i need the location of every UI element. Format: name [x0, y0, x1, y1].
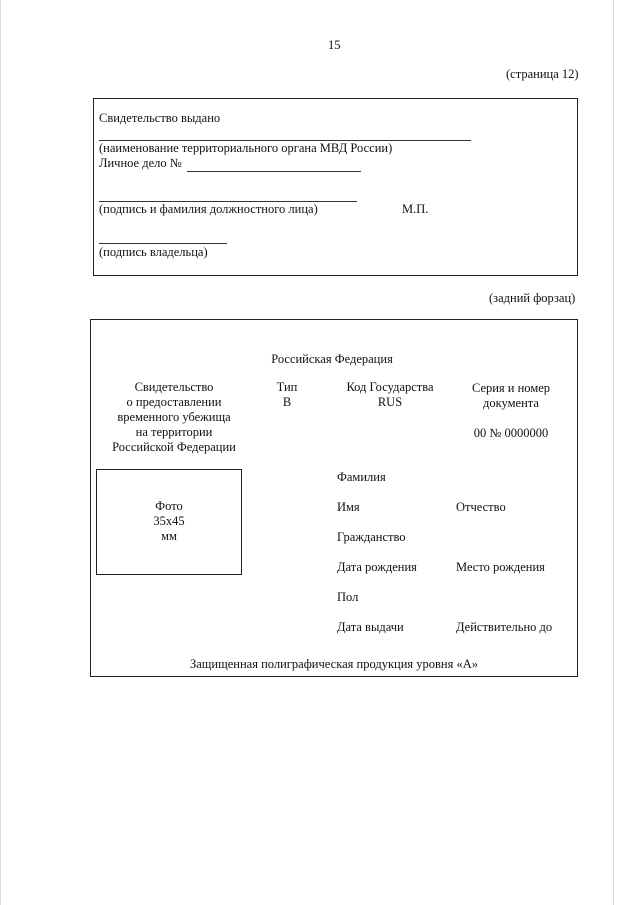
field-birth-date: Дата рождения	[337, 560, 417, 574]
page-label: (страница 12)	[506, 67, 579, 81]
type-value: В	[282, 395, 292, 409]
official-signature-caption: (подпись и фамилия должностного лица)	[99, 202, 318, 216]
title-line: о предоставлении	[126, 395, 222, 409]
issued-label: Свидетельство выдано	[99, 111, 221, 125]
authority-caption: (наименование территориального органа МВД России)	[99, 141, 393, 155]
state-code-value: RUS	[377, 395, 403, 409]
field-birth-place: Место рождения	[456, 560, 545, 574]
series-value: 00 № 0000000	[473, 426, 549, 440]
title-line: временного убежища	[117, 410, 231, 424]
type-label: Тип	[276, 380, 298, 394]
field-name: Имя	[337, 500, 360, 514]
owner-signature-caption: (подпись владельца)	[99, 245, 208, 259]
title-line: Российской Федерации	[112, 440, 236, 454]
photo-size: 35х45	[153, 514, 185, 528]
owner-signature-line	[99, 243, 227, 244]
back-label: (задний форзац)	[489, 291, 576, 305]
field-valid-until: Действительно до	[456, 620, 553, 634]
scan-edge-left	[0, 0, 1, 905]
photo-unit: мм	[161, 529, 177, 543]
field-issue-date: Дата выдачи	[337, 620, 404, 634]
title-line: Свидетельство	[134, 380, 214, 394]
scan-edge-right	[613, 0, 614, 905]
series-label: Серия и номер	[471, 381, 551, 395]
series-label: документа	[483, 396, 539, 410]
field-sex: Пол	[337, 590, 359, 604]
title-line: на территории	[135, 425, 213, 439]
state-code-label: Код Государства	[346, 380, 434, 394]
personal-file-line	[187, 171, 361, 172]
country-label: Российская Федерация	[271, 352, 393, 366]
field-patronymic: Отчество	[456, 500, 506, 514]
personal-file-label: Личное дело №	[99, 156, 182, 170]
photo-label: Фото	[155, 499, 183, 513]
security-footer: Защищенная полиграфическая продукция уровня «А»	[189, 657, 479, 671]
page-number: 15	[328, 38, 341, 52]
seal-label: М.П.	[402, 202, 429, 216]
field-surname: Фамилия	[337, 470, 386, 484]
field-citizenship: Гражданство	[337, 530, 406, 544]
